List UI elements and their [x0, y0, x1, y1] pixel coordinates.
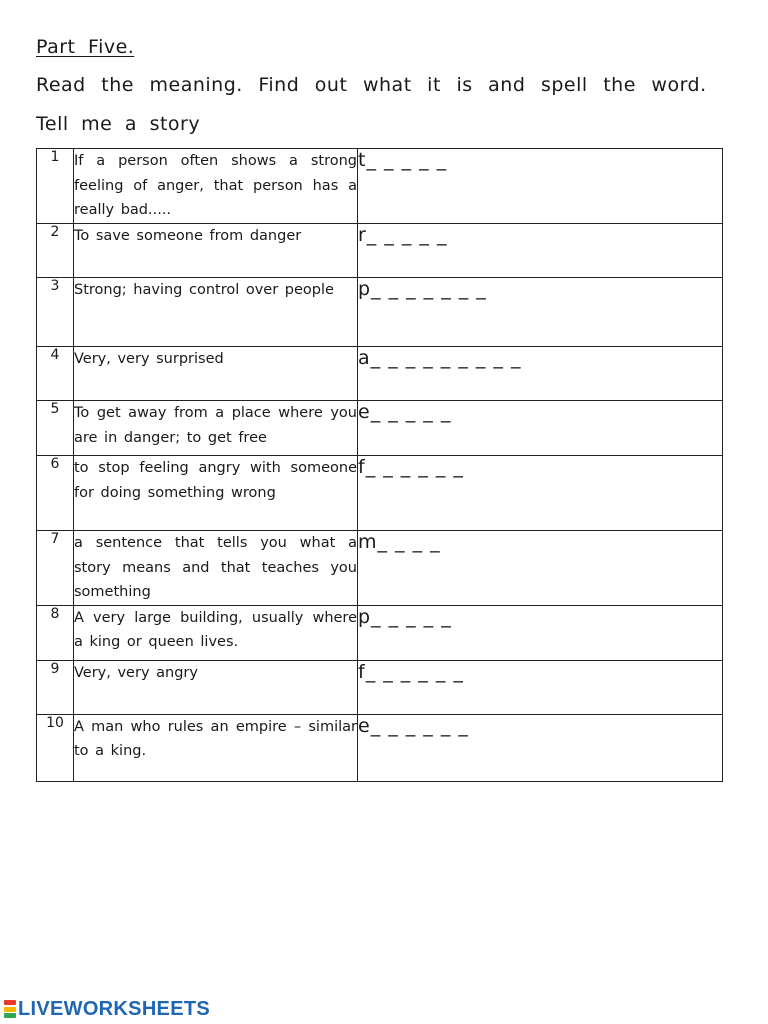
answer-field[interactable]: t_ _ _ _ _ [358, 149, 723, 224]
table-row [37, 605, 723, 660]
liveworksheets-logo [4, 998, 210, 1020]
table-row [37, 149, 723, 224]
instructions: Read the meaning. Find out what it is and spell the word. [36, 74, 707, 96]
row-number: 2 [37, 224, 74, 278]
row-number: 3 [37, 278, 74, 347]
row-number: 5 [37, 401, 74, 456]
row-number: 10 [37, 714, 74, 781]
answer-field[interactable]: r_ _ _ _ _ [358, 224, 723, 278]
logo-text: LIVEWORKSHEETS [18, 997, 210, 1020]
row-number: 4 [37, 347, 74, 401]
answer-field[interactable]: e_ _ _ _ _ _ [358, 714, 723, 781]
row-number: 1 [37, 149, 74, 224]
answer-field[interactable]: f_ _ _ _ _ _ [358, 660, 723, 714]
subtitle: Tell me a story [36, 113, 201, 135]
clue-text: If a person often shows a strong feeling of anger, that person has a really bad..... [74, 149, 358, 224]
table-row [37, 456, 723, 531]
answer-field[interactable]: p_ _ _ _ _ _ _ [358, 278, 723, 347]
table-row [37, 531, 723, 606]
clue-text: A man who rules an empire – similar to a king. [74, 714, 358, 781]
row-number: 9 [37, 660, 74, 714]
row-number: 6 [37, 456, 74, 531]
row-number: 7 [37, 531, 74, 606]
clue-text: Very, very angry [74, 660, 358, 714]
table-row [37, 714, 723, 781]
clue-text: Very, very surprised [74, 347, 358, 401]
answer-field[interactable]: f_ _ _ _ _ _ [358, 456, 723, 531]
answer-field[interactable]: e_ _ _ _ _ [358, 401, 723, 456]
clue-text: A very large building, usually where a king or queen lives. [74, 605, 358, 660]
logo-bar-green [4, 1013, 16, 1018]
logo-bar-yellow [4, 1007, 16, 1012]
worksheet-table [36, 148, 723, 782]
answer-field[interactable]: a_ _ _ _ _ _ _ _ _ [358, 347, 723, 401]
part-title: Part Five. [36, 36, 135, 58]
answer-field[interactable]: p_ _ _ _ _ [358, 605, 723, 660]
logo-bar-red [4, 1000, 16, 1005]
row-number: 8 [37, 605, 74, 660]
clue-text: to stop feeling angry with someone for doing something wrong [74, 456, 358, 531]
table-row [37, 224, 723, 278]
table-row [37, 401, 723, 456]
clue-text: a sentence that tells you what a story means and that teaches you something [74, 531, 358, 606]
table-row [37, 278, 723, 347]
clue-text: Strong; having control over people [74, 278, 358, 347]
clue-text: To get away from a place where you are in danger; to get free [74, 401, 358, 456]
clue-text: To save someone from danger [74, 224, 358, 278]
liveworksheets-mark-icon [4, 1000, 16, 1018]
table-row [37, 660, 723, 714]
table-row [37, 347, 723, 401]
answer-field[interactable]: m_ _ _ _ [358, 531, 723, 606]
